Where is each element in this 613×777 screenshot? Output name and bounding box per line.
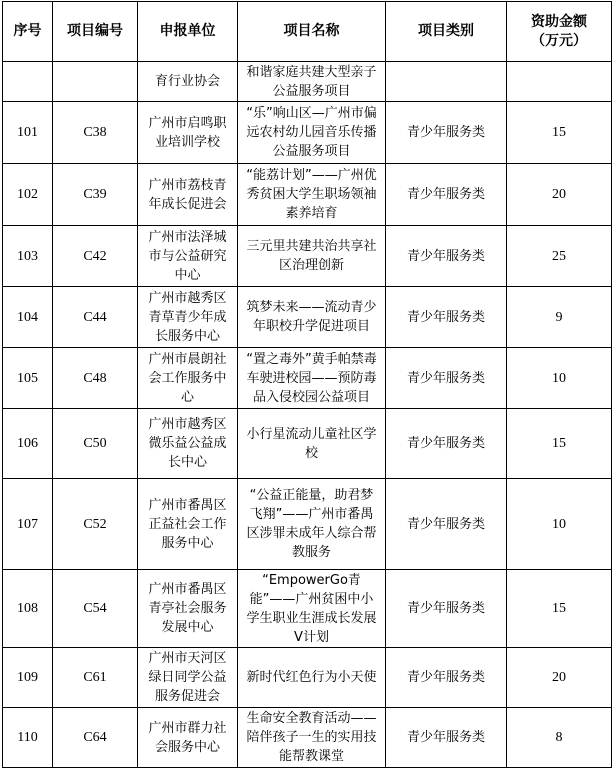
table-row [3,62,612,102]
cell-seq: 110 [3,708,53,768]
cell-amount: 10 [507,479,612,570]
cell-unit: 广州市越秀区微乐益公益成长中心 [138,409,238,479]
cell-unit: 广州市群力社会服务中心 [138,708,238,768]
cell-seq: 103 [3,226,53,287]
cell-category [386,62,507,102]
cell-code: C50 [53,409,138,479]
funding-table [2,1,612,768]
cell-category: 青少年服务类 [386,164,507,226]
table-row [3,648,612,708]
cell-unit: 广州市天河区绿日同学公益服务促进会 [138,648,238,708]
cell-unit: 广州市法泽城市与公益研究中心 [138,226,238,287]
cell-name: “乐”响山区—广州市偏远农村幼儿园音乐传播公益服务项目 [238,102,386,164]
cell-seq: 102 [3,164,53,226]
cell-code: C48 [53,348,138,409]
cell-seq: 104 [3,287,53,348]
cell-seq: 106 [3,409,53,479]
cell-code: C42 [53,226,138,287]
cell-unit: 育行业协会 [138,62,238,102]
cell-name: 小行星流动儿童社区学校 [238,409,386,479]
cell-amount: 8 [507,708,612,768]
cell-name: 筑梦未来——流动青少年职校升学促进项目 [238,287,386,348]
cell-amount: 10 [507,348,612,409]
cell-category: 青少年服务类 [386,409,507,479]
header-amount-line2: （万元） [531,32,587,49]
table-row [3,102,612,164]
header-amount-line1: 资助金额 [531,13,587,30]
header-row [3,2,612,62]
cell-amount: 25 [507,226,612,287]
cell-name: “EmpowerGo青能”——广州贫困中小学生职业生涯成长发展V计划 [238,570,386,648]
cell-unit: 广州市启鸣职业培训学校 [138,102,238,164]
table-row [3,287,612,348]
cell-unit: 广州市晨朗社会工作服务中心 [138,348,238,409]
cell-code: C61 [53,648,138,708]
cell-amount: 15 [507,570,612,648]
cell-name: “公益正能量，助君梦飞翔”——广州市番禺区涉罪未成年人综合帮教服务 [238,479,386,570]
cell-amount: 9 [507,287,612,348]
cell-name: 三元里共建共治共享社区治理创新 [238,226,386,287]
cell-code: C54 [53,570,138,648]
cell-category: 青少年服务类 [386,570,507,648]
cell-amount: 15 [507,102,612,164]
cell-seq: 109 [3,648,53,708]
table-row [3,570,612,648]
header-code: 项目编号 [53,2,138,62]
cell-amount: 15 [507,409,612,479]
cell-category: 青少年服务类 [386,348,507,409]
cell-amount: 20 [507,648,612,708]
table-row [3,348,612,409]
table-row [3,409,612,479]
cell-code: C44 [53,287,138,348]
header-name: 项目名称 [238,2,386,62]
cell-name: “置之毒外”黄手帕禁毒车驶进校园——预防毒品入侵校园公益项目 [238,348,386,409]
cell-seq: 101 [3,102,53,164]
cell-code: C39 [53,164,138,226]
header-amount [507,2,612,62]
cell-seq [3,62,53,102]
cell-code [53,62,138,102]
table-row [3,708,612,768]
cell-seq: 107 [3,479,53,570]
cell-category: 青少年服务类 [386,479,507,570]
cell-name: 生命安全教育活动——陪伴孩子一生的实用技能帮教课堂 [238,708,386,768]
cell-code: C64 [53,708,138,768]
table-row [3,226,612,287]
cell-name: “能荔计划”——广州优秀贫困大学生职场领袖素养培育 [238,164,386,226]
cell-unit: 广州市越秀区青草青少年成长服务中心 [138,287,238,348]
header-unit: 申报单位 [138,2,238,62]
cell-name: 新时代红色行为小天使 [238,648,386,708]
cell-unit: 广州市番禺区青亭社会服务发展中心 [138,570,238,648]
cell-category: 青少年服务类 [386,708,507,768]
table-row [3,479,612,570]
cell-code: C38 [53,102,138,164]
cell-unit: 广州市番禺区正益社会工作服务中心 [138,479,238,570]
cell-seq: 105 [3,348,53,409]
cell-seq: 108 [3,570,53,648]
cell-name: 和谐家庭共建大型亲子公益服务项目 [238,62,386,102]
cell-category: 青少年服务类 [386,226,507,287]
header-seq: 序号 [3,2,53,62]
cell-category: 青少年服务类 [386,102,507,164]
table-row [3,164,612,226]
cell-category: 青少年服务类 [386,287,507,348]
cell-amount: 20 [507,164,612,226]
header-category: 项目类别 [386,2,507,62]
cell-unit: 广州市荔枝青年成长促进会 [138,164,238,226]
cell-amount [507,62,612,102]
cell-category: 青少年服务类 [386,648,507,708]
cell-code: C52 [53,479,138,570]
